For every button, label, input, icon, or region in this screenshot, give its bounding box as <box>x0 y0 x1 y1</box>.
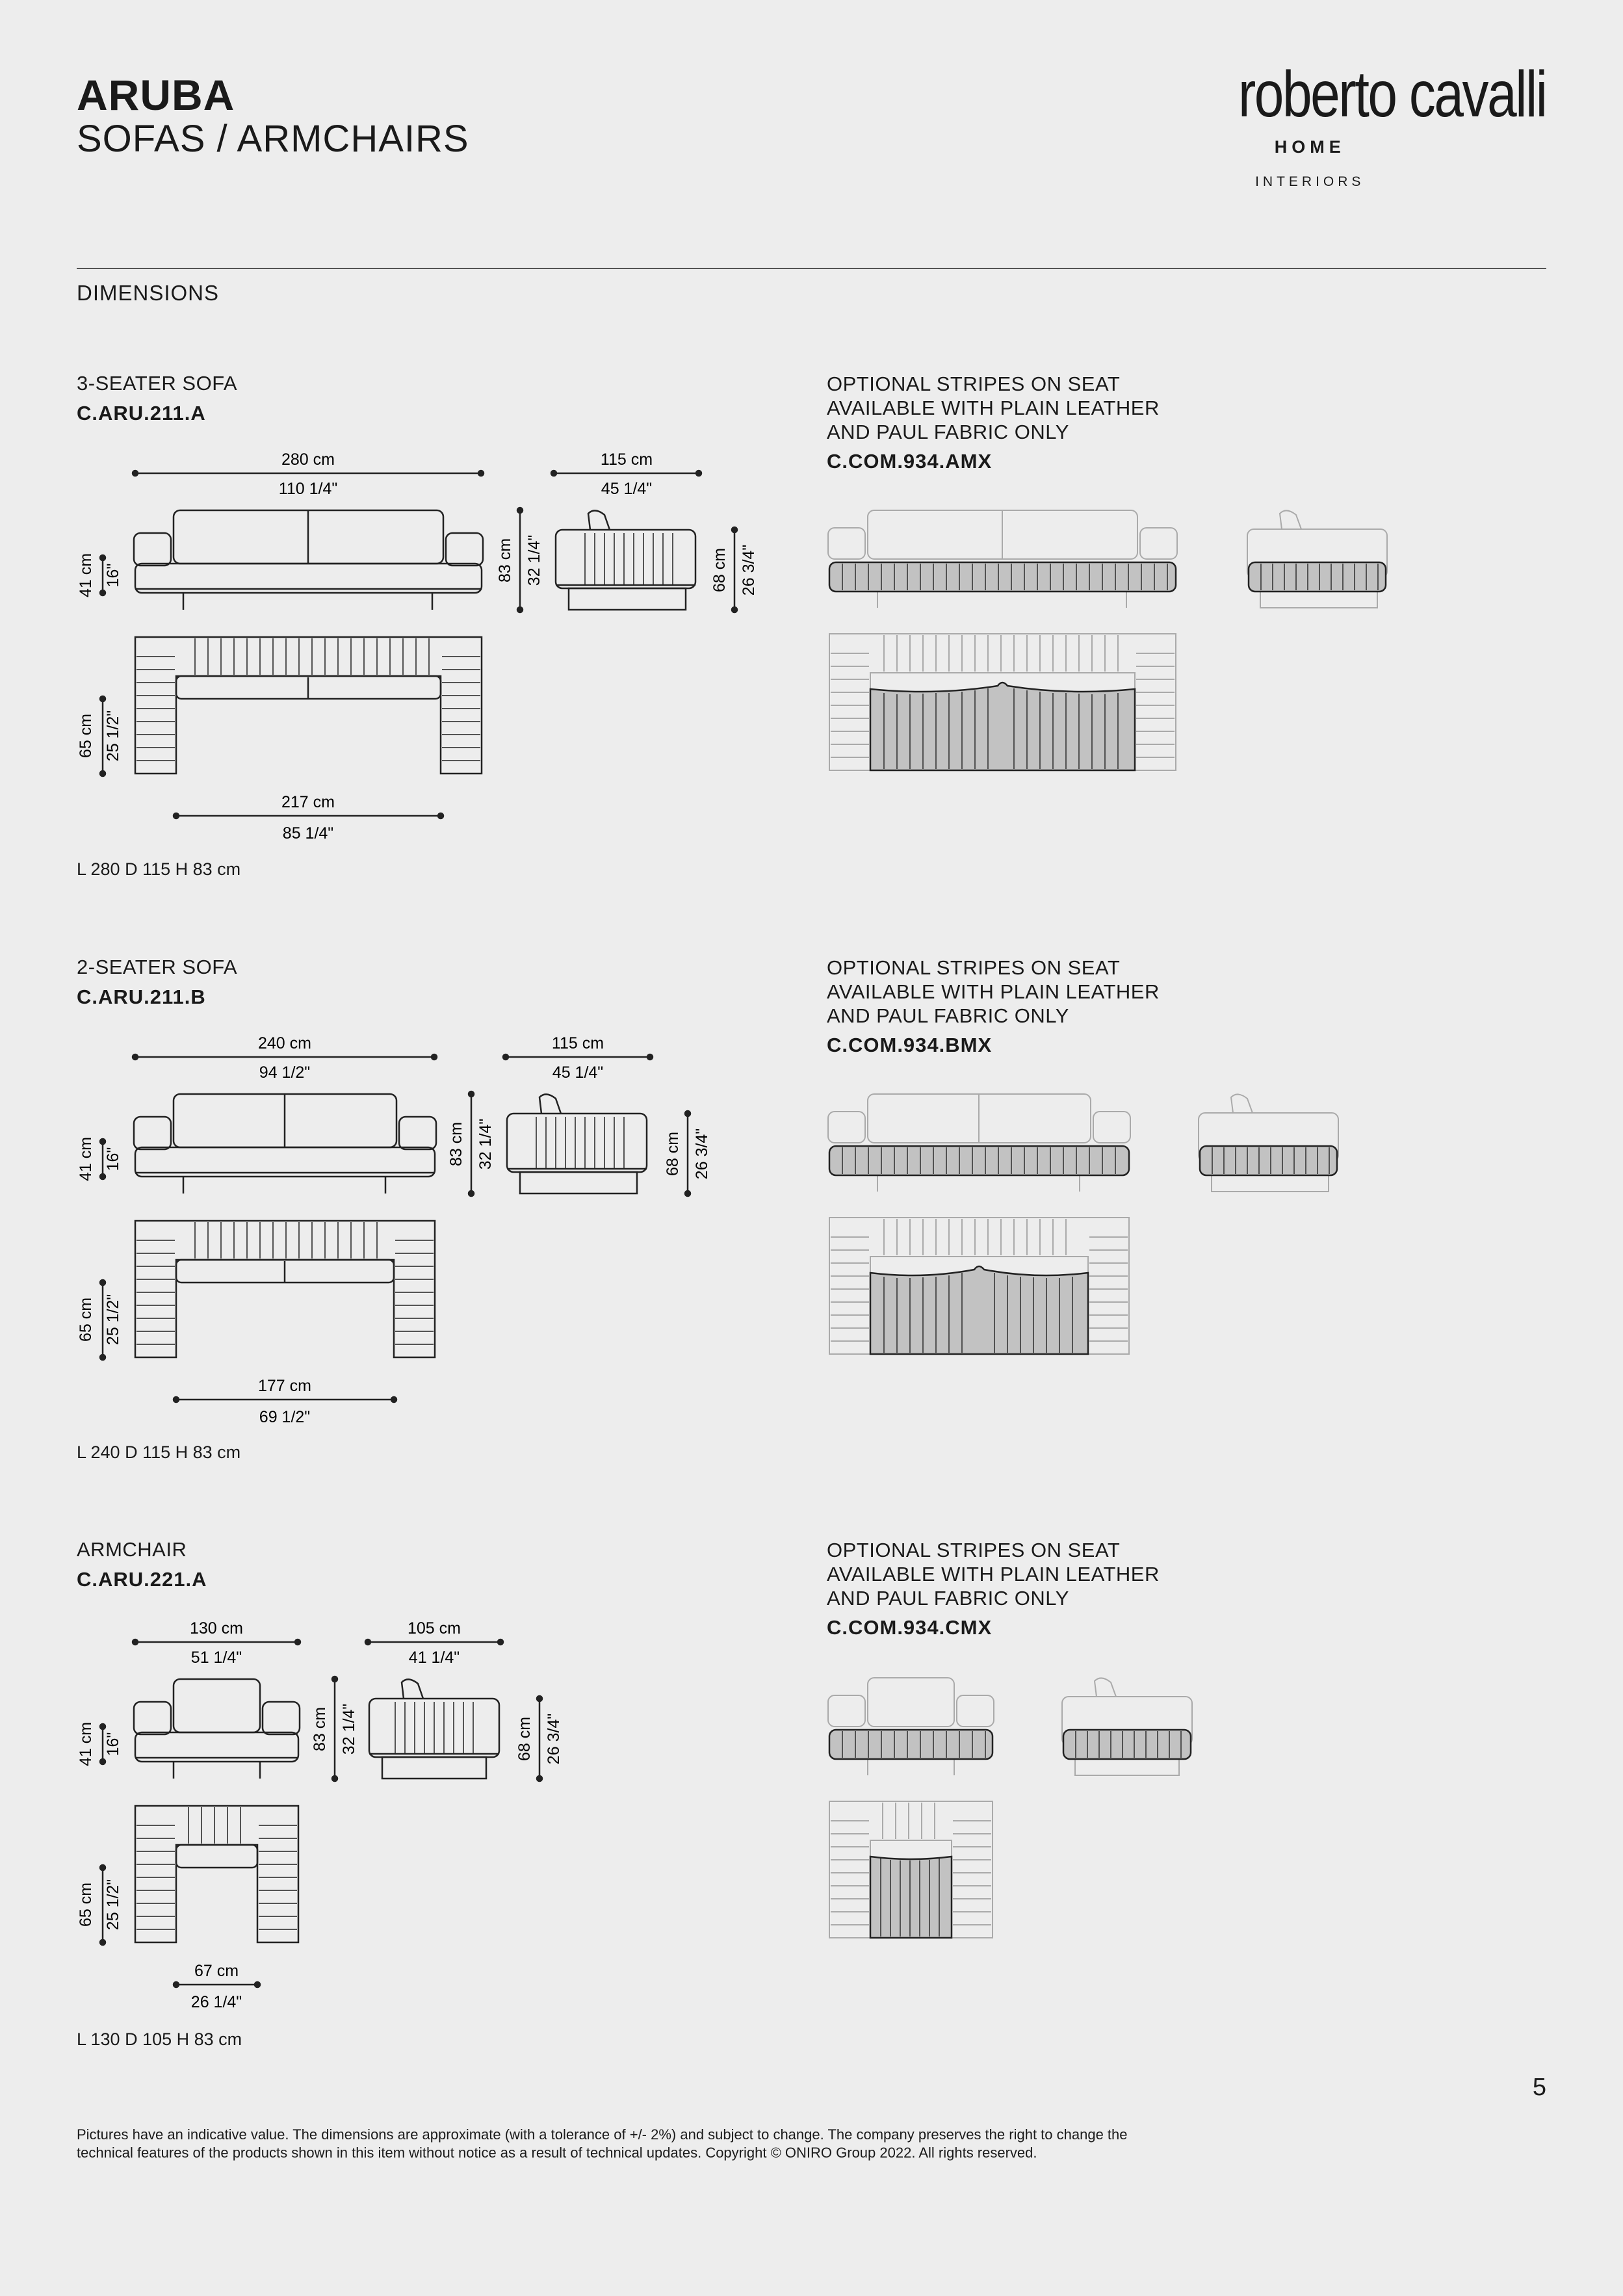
dimension-summary: L 130 D 105 H 83 cm <box>77 2029 242 2049</box>
width-in-label: 94 1/2" <box>259 1063 311 1082</box>
arm-height-in-label: 26 3/4" <box>545 1713 563 1765</box>
depth-in-label: 41 1/4" <box>408 1649 460 1667</box>
seat-height-in-label: 16" <box>104 1147 122 1171</box>
sofa-3-stripes-option-drawing <box>819 501 1469 793</box>
product-title: ARUBA <box>77 71 235 119</box>
height-cm-label: 83 cm <box>496 538 514 583</box>
option-line-3: AND PAUL FABRIC ONLY <box>827 1587 1069 1610</box>
brand-name: roberto cavalli <box>1238 58 1546 131</box>
footer-disclaimer <box>77 2126 1442 2162</box>
arm-height-cm-label: 68 cm <box>664 1131 682 1177</box>
armchair-technical-drawing <box>65 1611 715 2014</box>
seat-width-cm-label: 67 cm <box>194 1962 239 1980</box>
seat-height-cm-label: 41 cm <box>77 1721 95 1767</box>
brand-interiors: INTERIORS <box>1255 174 1365 189</box>
product-type: ARMCHAIR <box>77 1538 187 1561</box>
seat-depth-cm-label: 65 cm <box>77 1882 95 1927</box>
product-code: C.ARU.221.A <box>77 1568 207 1591</box>
option-line-2: AVAILABLE WITH PLAIN LEATHER <box>827 1563 1160 1585</box>
width-in-label: 51 1/4" <box>190 1649 242 1667</box>
option-line-2: AVAILABLE WITH PLAIN LEATHER <box>827 397 1160 419</box>
brand-logo <box>1171 58 1546 190</box>
seat-height-cm-label: 41 cm <box>77 1136 95 1182</box>
option-line-2: AVAILABLE WITH PLAIN LEATHER <box>827 980 1160 1003</box>
option-code: C.COM.934.BMX <box>827 1034 993 1056</box>
option-line-3: AND PAUL FABRIC ONLY <box>827 1004 1069 1027</box>
arm-height-cm-label: 68 cm <box>710 547 729 593</box>
sofa-3-technical-drawing <box>65 442 780 845</box>
height-in-label: 32 1/4" <box>476 1118 495 1170</box>
option-code: C.COM.934.CMX <box>827 1616 993 1639</box>
seat-depth-cm-label: 65 cm <box>77 713 95 759</box>
seat-width-cm-label: 217 cm <box>281 793 335 811</box>
seat-depth-in-label: 25 1/2" <box>104 1294 122 1346</box>
armchair-stripes-option-drawing <box>819 1668 1404 1961</box>
brand-home: HOME <box>1274 137 1345 157</box>
product-code: C.ARU.211.B <box>77 985 206 1008</box>
height-in-label: 32 1/4" <box>525 534 543 586</box>
width-in-label: 110 1/4" <box>278 480 338 498</box>
page-number: 5 <box>1532 2074 1546 2101</box>
seat-height-cm-label: 41 cm <box>77 553 95 598</box>
seat-depth-in-label: 25 1/2" <box>104 710 122 762</box>
sofa-2-stripes-option-drawing <box>819 1084 1469 1377</box>
depth-in-label: 45 1/4" <box>601 480 653 498</box>
dimension-summary: L 280 D 115 H 83 cm <box>77 859 241 879</box>
depth-cm-label: 115 cm <box>600 450 653 469</box>
seat-height-in-label: 16" <box>104 1732 122 1756</box>
seat-width-in-label: 69 1/2" <box>259 1408 311 1426</box>
seat-width-in-label: 26 1/4" <box>190 1993 242 2011</box>
product-type: 3-SEATER SOFA <box>77 372 238 395</box>
seat-width-cm-label: 177 cm <box>258 1377 311 1395</box>
height-cm-label: 83 cm <box>311 1706 329 1752</box>
arm-height-in-label: 26 3/4" <box>693 1128 711 1180</box>
option-line-1: OPTIONAL STRIPES ON SEAT <box>827 1539 1121 1561</box>
depth-cm-label: 115 cm <box>551 1034 604 1052</box>
arm-height-cm-label: 68 cm <box>515 1716 534 1762</box>
height-in-label: 32 1/4" <box>340 1703 358 1755</box>
width-cm-label: 130 cm <box>190 1619 243 1637</box>
seat-depth-in-label: 25 1/2" <box>104 1879 122 1931</box>
depth-in-label: 45 1/4" <box>552 1063 604 1082</box>
option-line-1: OPTIONAL STRIPES ON SEAT <box>827 956 1121 979</box>
arm-height-in-label: 26 3/4" <box>740 544 758 596</box>
product-type: 2-SEATER SOFA <box>77 956 238 978</box>
option-code: C.COM.934.AMX <box>827 450 993 473</box>
height-cm-label: 83 cm <box>447 1121 465 1167</box>
footer-line-2: technical features of the products shown in this item without notice as a result of technical updates. Copyright © ONIRO Group 2022. All rights reserved. <box>77 2145 1037 2161</box>
width-cm-label: 240 cm <box>258 1034 311 1052</box>
footer-line-1: Pictures have an indicative value. The dimensions are approximate (with a tolerance of +/- 2%) and subject to change. The company preserves the right to change the <box>77 2126 1128 2143</box>
option-line-3: AND PAUL FABRIC ONLY <box>827 421 1069 443</box>
seat-height-in-label: 16" <box>104 563 122 588</box>
depth-cm-label: 105 cm <box>408 1619 461 1637</box>
seat-width-in-label: 85 1/4" <box>282 824 334 842</box>
section-title: DIMENSIONS <box>77 281 220 305</box>
product-code: C.ARU.211.A <box>77 402 206 424</box>
option-line-1: OPTIONAL STRIPES ON SEAT <box>827 372 1121 395</box>
seat-depth-cm-label: 65 cm <box>77 1297 95 1342</box>
width-cm-label: 280 cm <box>281 450 335 469</box>
product-subtitle: SOFAS / ARMCHAIRS <box>77 118 469 160</box>
dimension-summary: L 240 D 115 H 83 cm <box>77 1442 241 1462</box>
header-divider <box>77 268 1546 269</box>
sofa-2-technical-drawing <box>65 1026 780 1429</box>
